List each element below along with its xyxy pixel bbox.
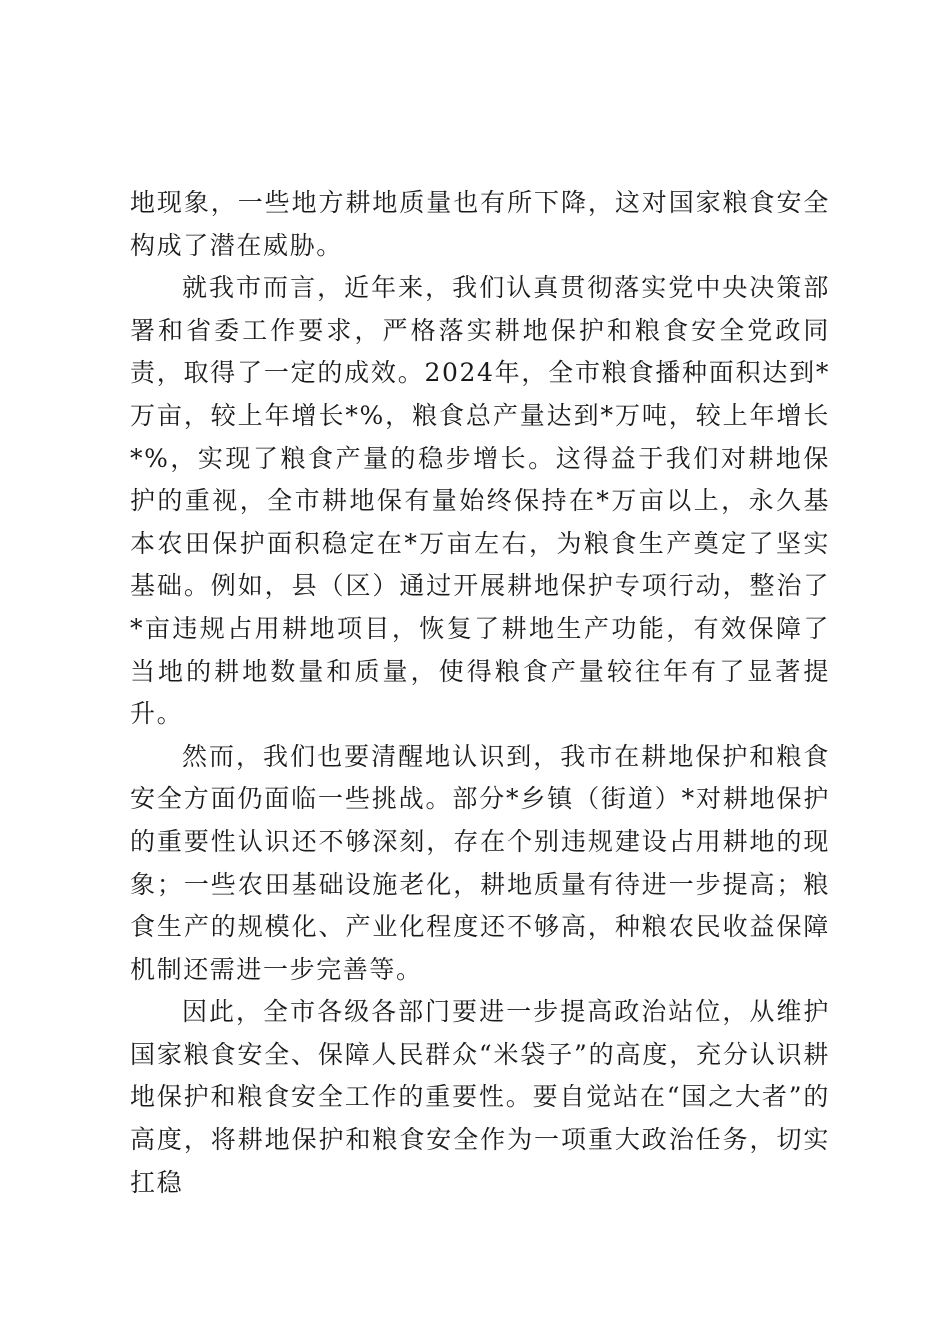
document-body	[130, 182, 830, 1204]
paragraph: 然而，我们也要清醒地认识到，我市在耕地保护和粮食安全方面仍面临一些挑战。部分*乡镇（街道）*对耕地保护的重要性认识还不够深刻，存在个别违规建设占用耕地的现象；一些农田基础设施老化，耕地质量有待进一步提高；粮食生产的规模化、产业化程度还不够高，种粮农民收益保障机制还需进一步完善等。	[130, 741, 830, 984]
paragraph-continued: 地现象，一些地方耕地质量也有所下降，这对国家粮食安全构成了潜在威胁。	[130, 188, 830, 260]
paragraph: 因此，全市各级各部门要进一步提高政治站位，从维护国家粮食安全、保障人民群众“米袋子”的高度，充分认识耕地保护和粮食安全工作的重要性。要自觉站在“国之大者”的高度，将耕地保护和粮食安全作为一项重大政治任务，切实扛稳	[130, 997, 830, 1197]
paragraph: 就我市而言，近年来，我们认真贯彻落实党中央决策部署和省委工作要求，严格落实耕地保护和粮食安全党政同责，取得了一定的成效。2024年，全市粮食播种面积达到*万亩，较上年增长*%，粮食总产量达到*万吨，较上年增长*%，实现了粮食产量的稳步增长。这得益于我们对耕地保护的重视，全市耕地保有量始终保持在*万亩以上，永久基本农田保护面积稳定在*万亩左右，为粮食生产奠定了坚实基础。例如，县（区）通过开展耕地保护专项行动，整治了*亩违规占用耕地项目，恢复了耕地生产功能，有效保障了当地的耕地数量和质量，使得粮食产量较往年有了显著提升。	[130, 273, 830, 729]
